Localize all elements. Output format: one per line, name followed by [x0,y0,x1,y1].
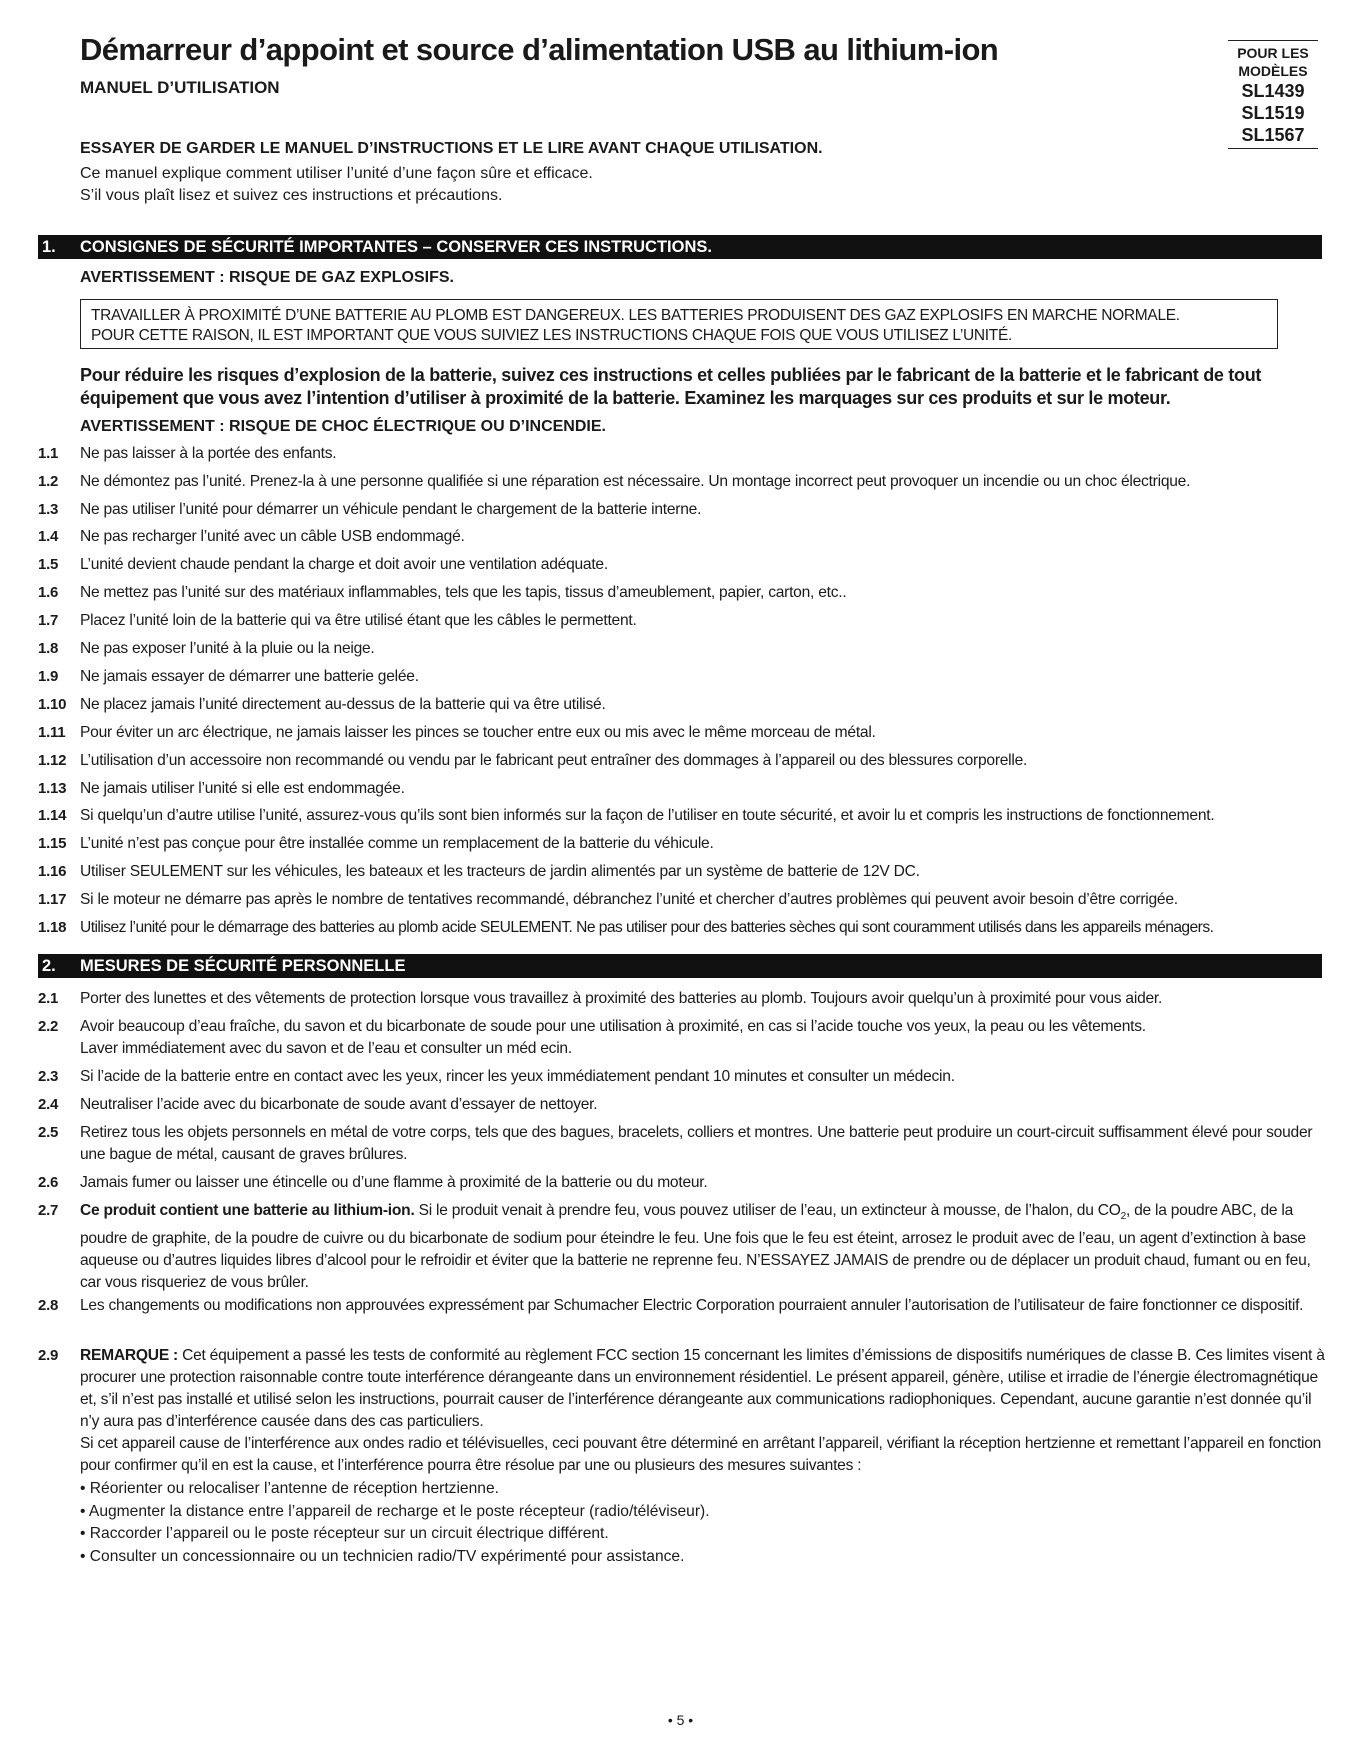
page-number: • 5 • [667,1712,694,1728]
item-number: 1.15 [38,835,67,852]
item-text: Utilisez l’unité pour le démarrage des batteries au plomb acide SEULEMENT. Ne pas utiliser pour des batteries sèches qui sont couramment utilisés dans les appareils ménagers. [80,919,1214,936]
item-text: L’utilisation d’un accessoire non recommandé ou vendu par le fabricant peut entraîner des dommages à l’appareil ou des blessures corporelle. [80,752,1028,769]
bullet-item: • Raccorder l’appareil ou le poste récepteur sur un circuit électrique différent. [80,1525,609,1542]
item-text: Retirez tous les objets personnels en métal de votre corps, tels que des bagues, bracelets, colliers et montres. Une batterie peut produire un court-circuit suffisamment élevé pour souder une bague de métal, causant de graves brûlures. [80,1124,1313,1163]
item-text: Ne jamais essayer de démarrer une batterie gelée. [80,668,419,685]
item-text: Pour éviter un arc électrique, ne jamais laisser les pinces se toucher entre eux ou mis avec le même morceau de métal. [80,724,876,741]
item-number: 1.4 [38,528,59,545]
section-number: 2. [42,957,56,975]
item-text: Si l’acide de la batterie entre en contact avec les yeux, rincer les yeux immédiatement pendant 10 minutes et consulter un médecin. [80,1068,955,1085]
item-text: Neutraliser l’acide avec du bicarbonate de soude avant d’essayer de nettoyer. [80,1096,598,1113]
item-number: 1.5 [38,556,59,573]
item-text [80,1016,1328,1060]
item-text: Si le moteur ne démarre pas après le nombre de tentatives recommandé, débranchez l’unité et chercher d’autres problèmes qui peuvent avoir besoin d’être corrigée. [80,891,1178,908]
item-number: 1.2 [38,473,59,490]
warning-electric-shock: AVERTISSEMENT : RISQUE DE CHOC ÉLECTRIQUE OU D’INCENDIE. [80,418,606,435]
item-number: 2.3 [38,1068,59,1085]
model-number: SL1567 [1241,125,1305,145]
item-text: Ne pas laisser à la portée des enfants. [80,445,337,462]
danger-box-line: TRAVAILLER À PROXIMITÉ D’UNE BATTERIE AU PLOMB EST DANGEREUX. LES BATTERIES PRODUISENT DES GAZ EXPLOSIFS EN MARCHE NORMALE. [91,307,1180,324]
item-number: 1.10 [38,696,67,713]
item-line: Avoir beaucoup d’eau fraîche, du savon et du bicarbonate de soude pour une utilisation à proximité, en cas si l’acide touche vos yeux, la peau ou les vêtements. [80,1018,1146,1035]
models-box [1228,40,1318,149]
warning-explosive-gas: AVERTISSEMENT : RISQUE DE GAZ EXPLOSIFS. [80,269,454,286]
document-title: Démarreur d’appoint et source d’alimentation USB au lithium-ion [80,32,999,67]
item-text [80,1200,1328,1294]
bullet-item: • Consulter un concessionnaire ou un technicien radio/TV expérimenté pour assistance. [80,1547,685,1565]
keep-manual-notice: ESSAYER DE GARDER LE MANUEL D’INSTRUCTIONS ET LE LIRE AVANT CHAQUE UTILISATION. [80,140,823,157]
item-text: Porter des lunettes et des vêtements de protection lorsque vous travaillez à proximité des batteries au plomb. Toujours avoir quelqu’un à proximité pour vous aider. [80,990,1163,1007]
item-text: Ne jamais utiliser l’unité si elle est endommagée. [80,780,405,797]
model-number: SL1439 [1241,81,1305,101]
item-text [80,1345,1328,1477]
item-text: Ne démontez pas l’unité. Prenez-la à une personne qualifiée si une réparation est nécessaire. Un montage incorrect peut provoquer un incendie ou un choc électrique. [80,473,1191,490]
intro-line: S’il vous plaît lisez et suivez ces instructions et précautions. [80,187,503,204]
item-text: Ne pas utiliser l’unité pour démarrer un véhicule pendant le chargement de la batterie interne. [80,501,702,518]
section-header-1 [38,235,1322,259]
document-subtitle: MANUEL D’UTILISATION [80,78,280,97]
section-title: MESURES DE SÉCURITÉ PERSONNELLE [80,957,406,975]
subscript: 2 [1120,1211,1126,1223]
item-number: 1.11 [38,724,66,741]
item-number: 1.8 [38,640,59,657]
item-number: 2.7 [38,1202,59,1219]
item-number: 1.12 [38,752,67,769]
model-number: SL1519 [1241,103,1305,123]
section-title: CONSIGNES DE SÉCURITÉ IMPORTANTES – CONSERVER CES INSTRUCTIONS. [80,238,712,256]
item-text: L’unité devient chaude pendant la charge et doit avoir une ventilation adéquate. [80,556,608,573]
item-number: 2.9 [38,1347,59,1364]
item-number: 2.1 [38,990,59,1007]
item-number: 1.14 [38,807,67,824]
item-number: 1.18 [38,919,67,936]
item-lead: REMARQUE : [80,1347,178,1364]
item-number: 2.6 [38,1174,59,1191]
item-text: L’unité n’est pas conçue pour être installée comme un remplacement de la batterie du véhicule. [80,835,714,852]
remedy-bullets [80,1478,710,1568]
section-number: 1. [42,238,56,256]
item-body: , de la poudre ABC, de la poudre de graphite, de la poudre de cuivre ou du bicarbonate de sodium pour éteindre le feu. Une fois que le feu est éteint, arrosez le produit avec de l’eau, un agent d’extinction à base aqueuse ou d’autres liquides libres d’alcool pour le refroidir et éviter que la batterie ne reprenne feu. N’ESSAYEZ JAMAIS de prendre ou de déplacer un produit chaud, fumant ou en feu, car vous risqueriez de vous brûler. [80,1202,1311,1292]
models-label-1: POUR LES [1237,45,1309,61]
item-body: Si cet appareil cause de l’interférence aux ondes radio et télévisuelles, ceci pouvant être déterminé en arrêtant l’appareil, vérifiant la réception hertzienne et remettant l’appareil en fonction pour confirmer qu’il en est la cause, et l’interférence pourra être résolue par une ou plusieurs des mesures suivantes : [80,1435,1322,1474]
section-header-2 [38,954,1322,978]
item-number: 1.6 [38,584,59,601]
item-number: 2.4 [38,1096,59,1113]
item-body: Cet équipement a passé les tests de conformité au règlement FCC section 15 concernant les limites d’émissions de dispositifs numériques de classe B. Ces limites visent à procurer une protection raisonnable contre toute interférence dérangeante dans un environnement résidentiel. Le présent appareil, génère, utilise et irradie de l’énergie électromagnétique et, s’il n’est pas installé et utilisé selon les instructions, pourrait causer de l’interférence dérangeante aux communications radiophoniques. Cependant, aucune garantie n’est donnée qu’il n’y aura pas d’interférence causée dans des cas particuliers. [80,1347,1325,1430]
item-text: Ne mettez pas l’unité sur des matériaux inflammables, tels que les tapis, tissus d’ameublement, papier, carton, etc.. [80,584,847,601]
danger-box [80,299,1278,349]
explosion-risk-paragraph: Pour réduire les risques d’explosion de la batterie, suivez ces instructions et celles publiées par le fabricant de la batterie et le fabricant de tout équipement que vous avez l’intention d’utiliser à proximité de la batterie. Examinez les marquages sur ces produits et sur le moteur. [80,365,1262,408]
item-number: 2.2 [38,1018,59,1035]
item-number: 1.1 [38,445,59,462]
item-number: 1.3 [38,501,59,518]
item-number: 2.5 [38,1124,59,1141]
item-text: Ne pas exposer l’unité à la pluie ou la neige. [80,640,375,657]
item-number: 2.8 [38,1297,59,1314]
bullet-item: • Augmenter la distance entre l’appareil de recharge et le poste récepteur (radio/téléviseur). [80,1502,710,1520]
item-number: 1.17 [38,891,67,908]
intro-line: Ce manuel explique comment utiliser l’unité d’une façon sûre et efficace. [80,165,593,182]
item-number: 1.13 [38,780,67,797]
item-number: 1.7 [38,612,59,629]
bullet-item: • Réorienter ou relocaliser l’antenne de réception hertzienne. [80,1480,499,1497]
item-lead: Ce produit contient une batterie au lithium-ion. [80,1202,415,1219]
item-text: Ne placez jamais l’unité directement au-dessus de la batterie qui va être utilisé. [80,696,606,713]
models-label-2: MODÈLES [1238,63,1308,79]
item-text: Si quelqu’un d’autre utilise l’unité, assurez-vous qu’ils sont bien informés sur la façon de l’utiliser en toute sécurité, et avoir lu et compris les instructions de fonctionnement. [80,807,1215,824]
item-text: Ne pas recharger l’unité avec un câble USB endommagé. [80,528,465,545]
item-text: Les changements ou modifications non approuvées expressément par Schumacher Electric Corporation pourraient annuler l’autorisation de l’utilisateur de faire fonctionner ce dispositif. [80,1297,1304,1314]
item-text: Jamais fumer ou laisser une étincelle ou d’une flamme à proximité de la batterie ou du moteur. [80,1174,708,1191]
item-text: Utiliser SEULEMENT sur les véhicules, les bateaux et les tracteurs de jardin alimentés par un système de batterie de 12V DC. [80,863,920,880]
item-number: 1.16 [38,863,67,880]
item-text: Placez l’unité loin de la batterie qui va être utilisé étant que les câbles le permettent. [80,612,637,629]
item-line: Laver immédiatement avec du savon et de l’eau et consulter un méd ecin. [80,1040,572,1057]
danger-box-line: POUR CETTE RAISON, IL EST IMPORTANT QUE VOUS SUIVIEZ LES INSTRUCTIONS CHAQUE FOIS QUE VOUS UTILISEZ L’UNITÉ. [91,327,1013,344]
intro-text [80,163,593,207]
item-body: Si le produit venait à prendre feu, vous pouvez utiliser de l’eau, un extincteur à mousse, de l’halon, du CO [414,1202,1121,1219]
item-number: 1.9 [38,668,59,685]
